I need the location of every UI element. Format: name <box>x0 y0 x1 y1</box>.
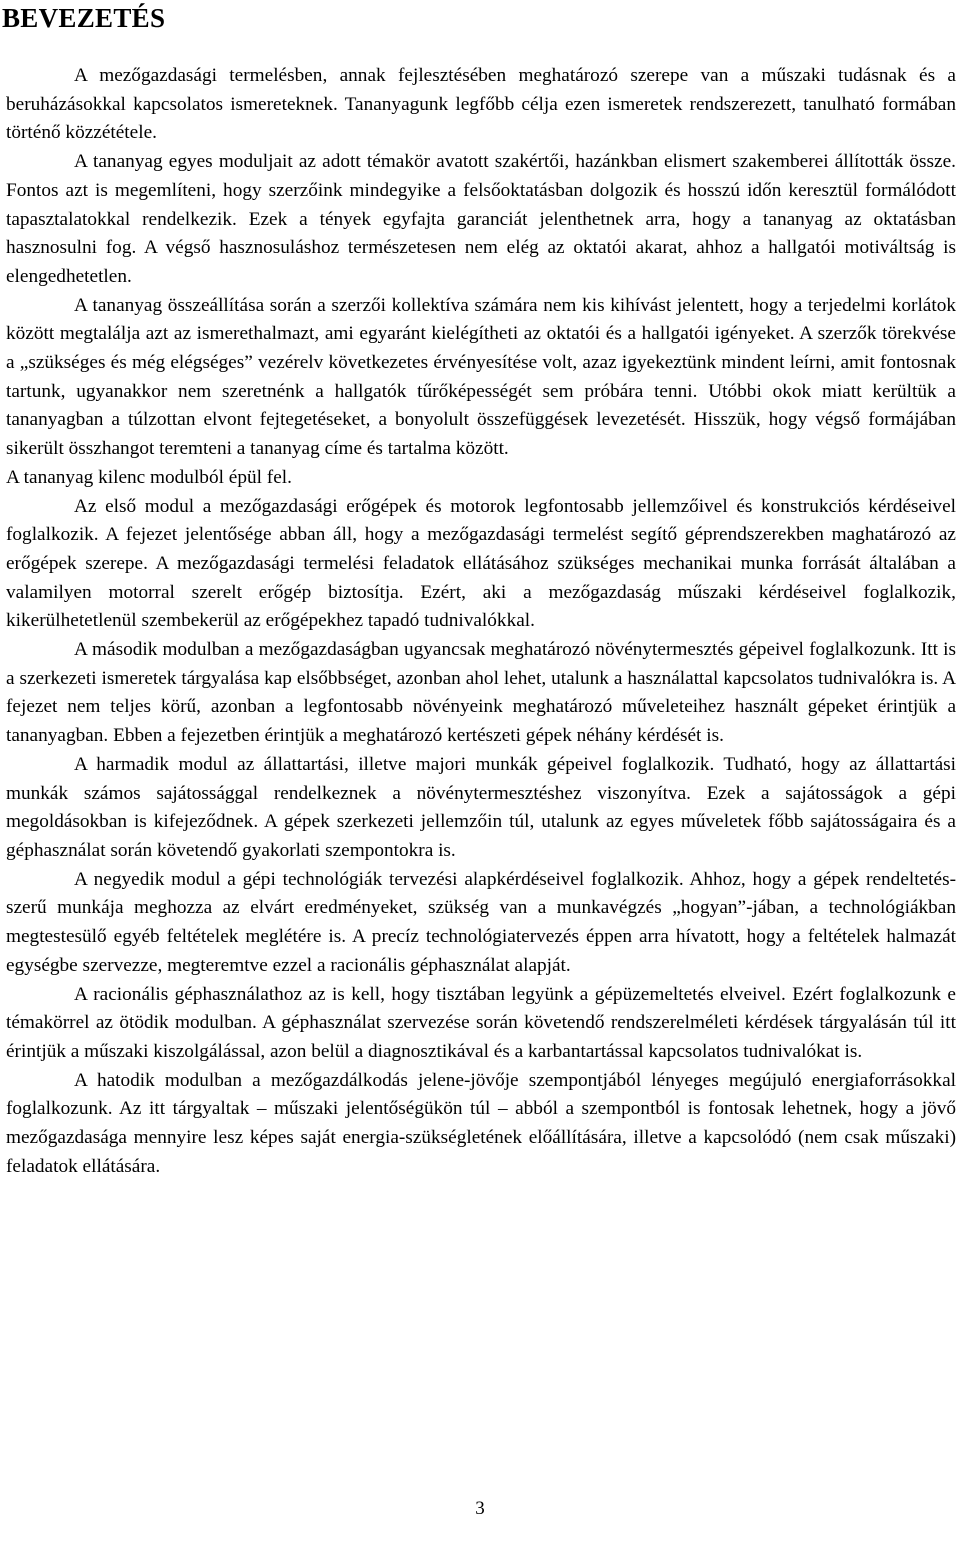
paragraph-intro: A mezőgazdasági termelésben, annak fejlesztésében meghatározó szerepe van a műszaki tudásnak és a beruházásokkal kapcsolatos ismereteknek. Tananyagunk legfőbb célja ezen ismeretek rendszerezett, tanulható formában történő közzététele. <box>6 65 956 144</box>
paragraph-module-4: A negyedik modul a gépi technológiák tervezési alapkérdéseivel foglalkozik. Ahhoz, hogy a gépek rendeltetés-szerű munkája meghozza az elvárt eredményeket, szükség van a munkavégzés „hogyan”-jában, a technológiákban megtestesülő egyéb feltételek meglétére is. A precíz technológiatervezés éppen arra hívatott, hogy a feltételek halmazát egységbe szervezze, megteremtve ezzel a racionális géphasználat alapját. <box>6 868 956 976</box>
paragraph-module-3: A harmadik modul az állattartási, illetve majori munkák gépeivel foglalkozik. Tudható, hogy az állattartási munkák számos sajátossággal rendelkeznek a növénytermesztéshez viszonyítva. Ezek a sajátosságok a gépi megoldásokban is kifejeződnek. A gépek szerkezeti jellemzőin túl, utalunk az egyes műveletek főbb sajátosságaira és a géphasználat során követendő gyakorlati szempontokra is. <box>6 753 956 861</box>
paragraph-module-5: A racionális géphasználathoz az is kell, hogy tisztában legyünk a gépüzemeltetés elveivel. Ezért foglalkozunk e témakörrel az ötödik modulban. A géphasználat szervezése során követendő rendszerelméleti kérdések tárgyalásán túl itt érintjük a műszaki kiszolgálással, azon belül a diagnosztikával és a karbantartással kapcsolatos tudnivalókat is. <box>6 983 956 1062</box>
paragraph-compilation: A tananyag összeállítása során a szerzői kollektíva számára nem kis kihívást jelentett, hogy a terjedelmi korlátok között megtalálja azt az ismerethalmazt, ami egyaránt kielégítheti az oktatói és a hallgatói igényeket. A szerzők törekvése a „szükséges és még elégséges” vezérelv következetes érvényesítése volt, azaz igyekeztünk mindent leírni, amit fontosnak tartunk, ugyanakkor nem szeretnénk a hallgatók tűrőképességét sem próbára tenni. Utóbbi okok miatt kerültük a tananyagban a túlzottan elvont fejtegetéseket, a bonyolult összefüggések levezetését. Hisszük, hogy végső formájában sikerült összhangot teremteni a tananyag címe és tartalma között. <box>6 294 956 460</box>
paragraph-structure: A tananyag kilenc modulból épül fel. <box>6 466 292 488</box>
paragraph-module-1: Az első modul a mezőgazdasági erőgépek és motorok legfontosabb jellemzőivel és konstrukciós kérdéseivel foglalkozik. A fejezet jelentősége abban áll, hogy a mezőgazdasági termelést segítő géprendszerekben maghatározó az erőgépek szerepe. A mezőgazdasági termelési feladatok ellátásához szükséges mechanikai munka forrását általában a valamilyen motorral szerelt erőgép biztosítja. Ezért, aki a mezőgazdaság műszaki kérdéseivel foglalkozik, kikerülhetetlenül szembekerül az erőgépekhez tapadó tudnivalókkal. <box>6 495 956 632</box>
paragraph-module-2: A második modulban a mezőgazdaságban ugyancsak meghatározó növénytermesztés gépeivel foglalkozunk. Itt is a szerkezeti ismeretek tárgyalása kap elsőbbséget, azonban ahol lehet, utalunk a használattal kapcsolatos tudnivalókra is. A fejezet nem teljes körű, azonban a legfontosabb növényeink meghatározó műveleteihez használt gépeket érintjük a tananyagban. Ebben a fejezetben érintjük a meghatározó kertészeti gépek néhány kérdését is. <box>6 639 956 747</box>
body-text <box>6 62 956 1181</box>
page-title: BEVEZETÉS <box>2 3 166 33</box>
page-number: 3 <box>475 1498 485 1519</box>
paragraph-module-6: A hatodik modulban a mezőgazdálkodás jelene-jövője szempontjából lényeges megújuló energiaforrásokkal foglalkozunk. Az itt tárgyaltak – műszaki jelentőségükön túl – abból a szempontból is fontosak lehetnek, hogy a jövő mezőgazdasága mennyire lesz képes saját energia-szükségletének előállítására, illetve a kapcsolódó (nem csak műszaki) feladatok ellátására. <box>6 1069 956 1177</box>
paragraph-authors: A tananyag egyes moduljait az adott témakör avatott szakértői, hazánkban elismert szakemberei állították össze. Fontos azt is megemlíteni, hogy szerzőink mindegyike a felsőoktatásban dolgozik és hosszú időn keresztül formálódott tapasztalatokkal rendelkezik. Ezek a tények egyfajta garanciát jelenthetnek arra, hogy a tananyag az oktatásban hasznosulni fog. A végső hasznosuláshoz természetesen nem elég az oktatói akarat, ahhoz a hallgatói motiváltság is elengedhetetlen. <box>6 151 956 287</box>
